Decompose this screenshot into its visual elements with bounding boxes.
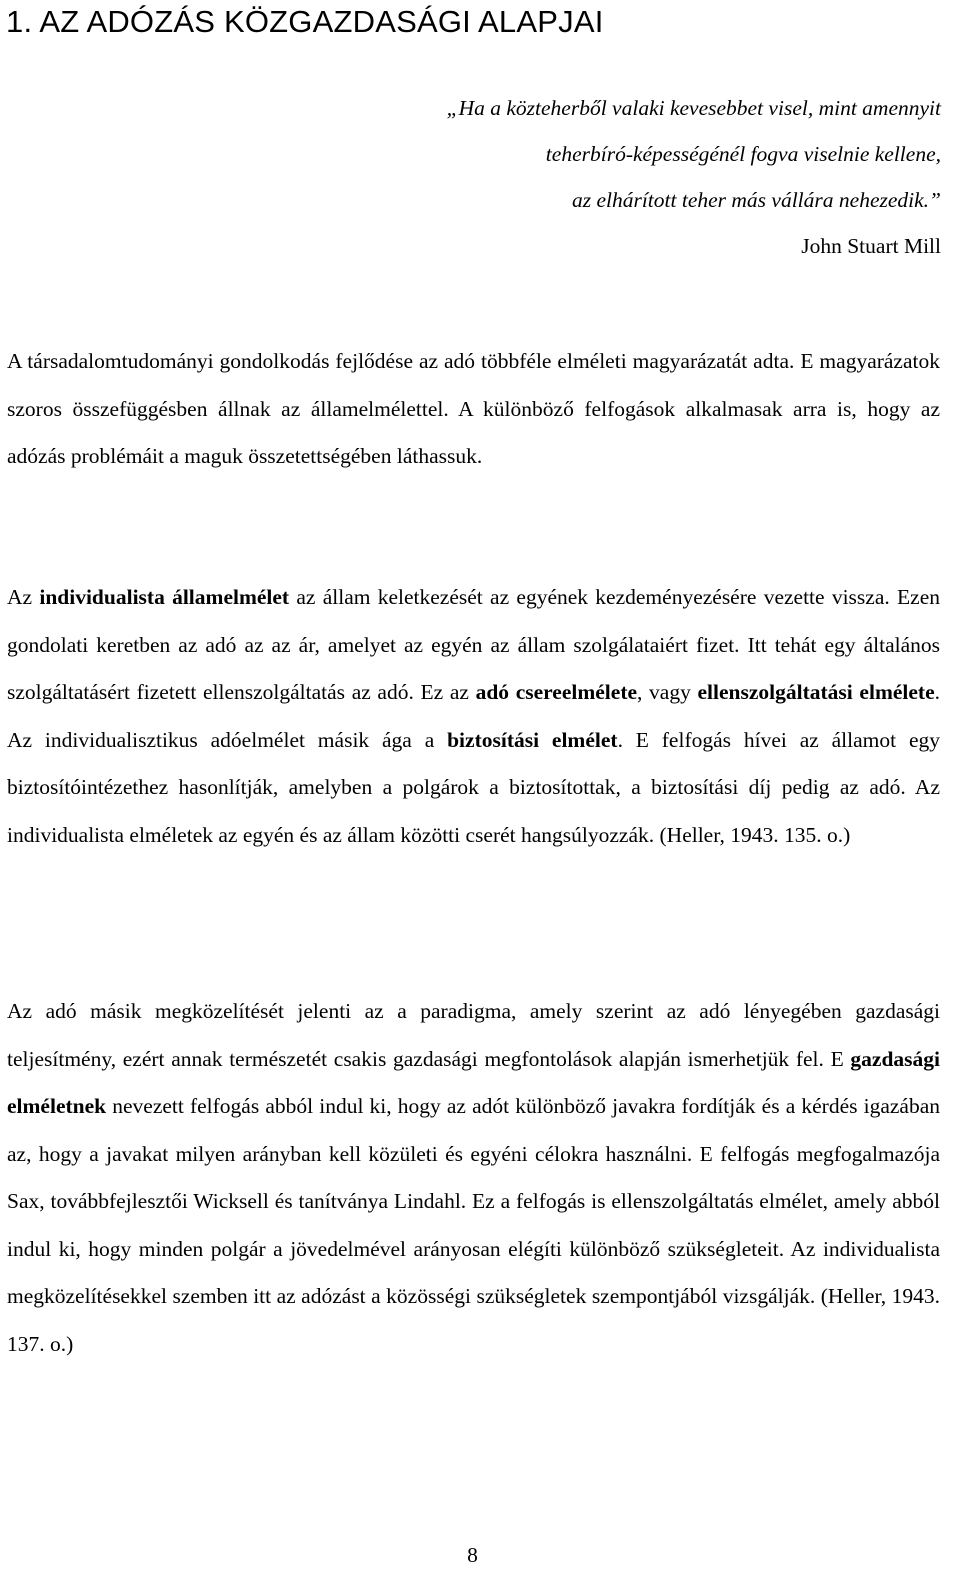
paragraph-3 — [7, 988, 940, 1368]
paragraph-2-text: , vagy — [637, 680, 698, 704]
paragraph-2-text: az állam keletkezését az egyének kezdeményezésére vezette vissza. Ezen gondolati keretben az adó az az ár, amelyet az egyén az állam szolgálataiért fizet. Itt tehát egy általános szolgáltatásért fizetett ellenszolgáltatás az adó. Ez az — [7, 585, 940, 704]
paragraph-2-text: . E felfogás hívei az államot egy biztosítóintézethez hasonlítják, amelyben a polgárok a biztosítottak, a biztosítási díj pedig az adó. Az individualista elméletek az egyén és az állam közötti cserét hangsúlyozzák. (Heller, 1943. 135. o.) — [7, 727, 940, 847]
paragraph-2-text: Az — [7, 585, 40, 609]
epigraph-line-2: teherbíró-képességénél fogva viselnie kellene, — [545, 142, 941, 166]
epigraph-line-3: az elhárított teher más vállára nehezedik.” — [571, 188, 941, 212]
paragraph-3-text: Az adó másik megközelítését jelenti az a paradigma, amely szerint az adó lényegében gazdasági teljesítmény, ezért annak természetét csakis gazdasági megfontolások alapján ismerhetjük fel. E — [7, 999, 940, 1071]
chapter-heading: 1. AZ ADÓZÁS KÖZGAZDASÁGI ALAPJAI — [6, 4, 604, 39]
epigraph — [447, 85, 941, 269]
paragraph-3-text: nevezett felfogás abból indul ki, hogy az adót különböző javakra fordítják és a kérdés igazában az, hogy a javakat milyen arányban kell közületi és egyéni célokra használni. E felfogás megfogalmazója Sax, továbbfejlesztői Wicksell és tanítványa Lindahl. Ez a felfogás is ellenszolgáltatás elmélet, amely abból indul ki, hogy minden polgár a jövedelmével arányosan elégíti különböző szükségleteit. Az individualista megközelítésekkel szemben itt az adózást a közösségi szükségletek szempontjából vizsgálják. (Heller, 1943. 137. o.) — [7, 1094, 940, 1356]
term-ado-csereelmelete: adó csereelmélete — [475, 680, 638, 704]
term-ellenszolgaltatasi-elmelete: ellenszolgáltatási elmélete — [697, 680, 935, 704]
paragraph-1: A társadalomtudományi gondolkodás fejlődése az adó többféle elméleti magyarázatát adta. E magyarázatok szoros összefüggésben állnak az államelmélettel. A különböző felfogások alkalmasak arra is, hogy az adózás problémáit a maguk összetettségében láthassuk. — [7, 349, 940, 468]
term-gazdasagi-elmeletnek: gazdasági elméletnek — [7, 1046, 940, 1118]
epigraph-author: John Stuart Mill — [801, 234, 941, 258]
paragraph-2-text: . Az individualisztikus adóelmélet másik ága a — [7, 680, 940, 752]
paragraph-2 — [7, 574, 940, 859]
term-biztositasi-elmelet: biztosítási elmélet — [447, 727, 618, 752]
term-individualista-allamelmelet: individualista államelmélet — [39, 585, 290, 609]
epigraph-line-1: „Ha a közteherből valaki kevesebbet visel, mint amennyit — [446, 96, 941, 120]
page-number: 8 — [467, 1543, 478, 1567]
